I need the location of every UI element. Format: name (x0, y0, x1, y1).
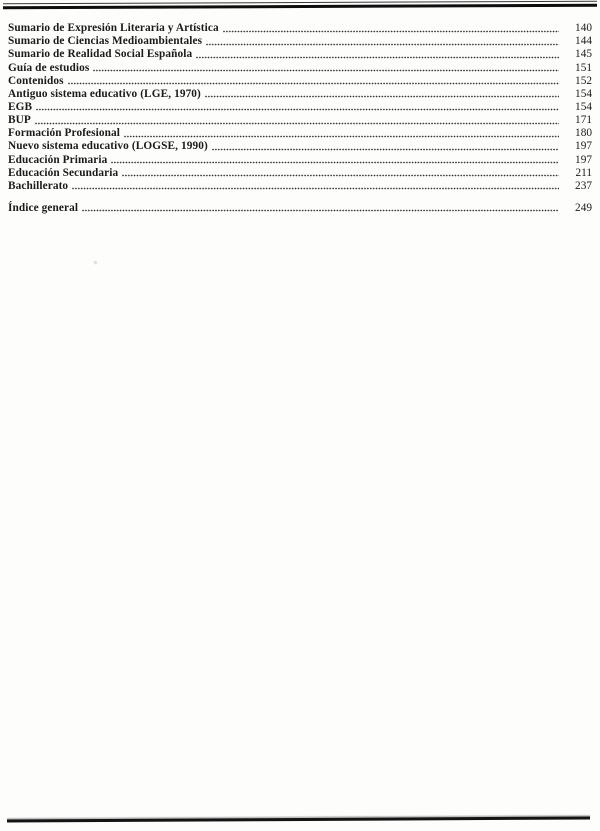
toc-entry (8, 179, 592, 192)
table-of-contents (8, 21, 592, 214)
toc-entry-page: 180 (575, 127, 592, 140)
toc-entry (8, 47, 592, 60)
toc-entry (8, 139, 592, 152)
toc-entry-label: Sumario de Expresión Literaria y Artística (8, 22, 219, 35)
toc-entry (8, 34, 592, 47)
toc-entry-page: 197 (575, 140, 592, 153)
toc-entry-label: Educación Primaria (8, 153, 108, 166)
toc-entry (8, 113, 592, 126)
toc-entry-label: Antiguo sistema educativo (LGE, 1970) (8, 87, 201, 100)
toc-entry-page: 237 (575, 179, 592, 192)
toc-entry-label: Nuevo sistema educativo (LOGSE, 1990) (8, 140, 208, 153)
dot-leader (36, 108, 559, 111)
scan-artifact (93, 260, 98, 265)
toc-entry-page: 144 (575, 35, 592, 48)
toc-entry-label: Contenidos (8, 74, 64, 87)
toc-entry (8, 126, 592, 139)
dot-leader (72, 187, 559, 190)
toc-entry-label: Guía de estudios (8, 61, 90, 74)
dot-leader (206, 43, 559, 46)
dot-leader (122, 174, 559, 177)
toc-entry-page: 211 (575, 166, 592, 179)
dot-leader (111, 161, 559, 164)
dot-leader (68, 82, 559, 85)
toc-entry (8, 60, 592, 73)
toc-entry-page: 154 (575, 87, 592, 100)
toc-entry (8, 87, 592, 100)
toc-entry (8, 21, 592, 34)
toc-entry-page: 171 (575, 114, 592, 127)
toc-entry-page: 249 (575, 201, 592, 214)
toc-entry-label: Sumario de Ciencias Medioambientales (8, 35, 203, 48)
dot-leader (212, 148, 559, 151)
dot-leader (35, 122, 559, 125)
toc-entry (8, 74, 592, 87)
toc-entry-page: 145 (575, 48, 592, 61)
toc-entry-label: Formación Profesional (8, 127, 121, 140)
toc-entry-label: Educación Secundaria (8, 166, 119, 179)
toc-entry-label: Índice general (8, 201, 79, 214)
toc-entry-label: EGB (8, 100, 33, 113)
toc-entry-page: 154 (575, 100, 592, 113)
dot-leader (196, 56, 559, 59)
toc-entry (8, 166, 592, 179)
toc-entry-indice-general (8, 201, 592, 214)
dot-leader (205, 95, 559, 98)
toc-entry-page: 152 (575, 74, 592, 87)
toc-entry-page: 151 (575, 61, 592, 74)
dot-leader (223, 30, 559, 33)
toc-entry-page: 197 (575, 153, 592, 166)
dot-leader (82, 209, 559, 212)
bottom-rule (7, 816, 590, 822)
dot-leader (93, 69, 559, 72)
dot-leader (124, 135, 559, 138)
toc-entry-label: Bachillerato (8, 179, 69, 192)
top-double-rule (3, 1, 597, 10)
toc-entry-label: BUP (8, 114, 31, 127)
toc-entry-label: Sumario de Realidad Social Española (8, 48, 193, 61)
toc-entry (8, 100, 592, 113)
toc-entry (8, 152, 592, 165)
toc-entry-page: 140 (575, 22, 592, 35)
